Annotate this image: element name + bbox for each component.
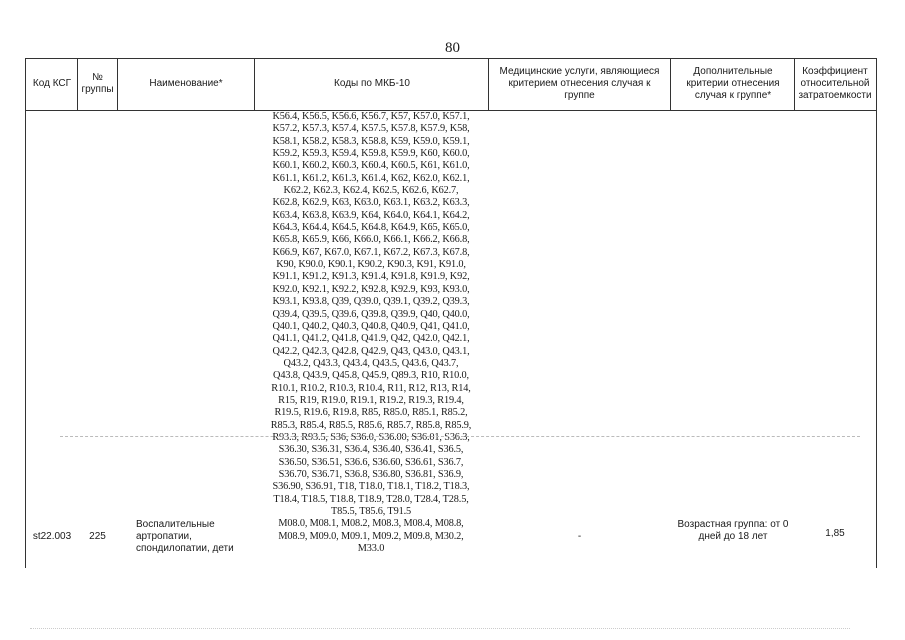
codes-line: T85.5, T85.6, T91.5 xyxy=(330,506,411,517)
codes-line: K59.2, K59.3, K59.4, K59.8, K59.9, K60, K60.0, xyxy=(272,148,470,160)
codes-line: R93.3, R93.5, S36, S36.0, S36.00, S36.01, S36.3, xyxy=(272,431,470,443)
codes-line: M33.0 xyxy=(357,543,385,555)
codes-line: K90, K90.0, K90.1, K90.2, K90.3, K91, K91.0, xyxy=(276,259,466,271)
codes-line: M08.0, M08.1, M08.2, M08.3, M08.4, M08.8, xyxy=(278,518,464,530)
codes-line: Q41.1, Q41.2, Q41.8, Q41.9, Q42, Q42.0, Q42.1, xyxy=(272,333,470,345)
header-ksg-code: Код КСГ xyxy=(32,78,72,89)
row-ksg-code: st22.003 xyxy=(32,531,72,542)
codes-line: K92.0, K92.1, K92.2, K92.8, K92.9, K93, K93.0, xyxy=(272,283,470,295)
page-number: 80 xyxy=(445,40,460,56)
col-divider xyxy=(670,58,671,110)
col-divider xyxy=(488,58,489,110)
col-divider xyxy=(794,58,795,110)
codes-line: S36.30, S36.31, S36.4, S36.40, S36.41, S36.5, xyxy=(278,444,464,456)
col-divider xyxy=(254,58,255,110)
codes-line: K65.8, K65.9, K66, K66.0, K66.1, K66.2, K66.8, xyxy=(272,234,470,246)
row-name: Воспалительные артропатии, спондилопатии, дети xyxy=(136,519,234,554)
scan-artifact-dots xyxy=(30,628,850,629)
codes-line: K56.4, K56.5, K56.6, K56.7, K57, K57.0, K57.1, xyxy=(272,111,470,122)
codes-line: Q43.8, Q43.9, Q45.8, Q45.9, Q89.3, R10, R10.0, xyxy=(273,370,469,382)
codes-line: S36.50, S36.51, S36.6, S36.60, S36.61, S36.7, xyxy=(278,456,464,468)
codes-line: M08.9, M09.0, M09.1, M09.2, M09.8, M30.2, xyxy=(278,530,464,542)
codes-line: K63.4, K63.8, K63.9, K64, K64.0, K64.1, K64.2, xyxy=(272,209,470,221)
row-group-number: 225 xyxy=(89,531,106,542)
codes-line: K93.1, K93.8, Q39, Q39.0, Q39.1, Q39.2, Q39.3, xyxy=(272,296,470,308)
codes-line: Q42.2, Q42.3, Q42.8, Q42.9, Q43, Q43.0, Q43.1, xyxy=(272,345,470,357)
codes-line: R10.1, R10.2, R10.3, R10.4, R11, R12, R13, R14, xyxy=(271,382,471,394)
row-coefficient: 1,85 xyxy=(825,528,845,539)
codes-line: K66.9, K67, K67.0, K67.1, K67.2, K67.3, K67.8, xyxy=(272,246,470,258)
col-divider xyxy=(117,58,118,110)
codes-line: K60.1, K60.2, K60.3, K60.4, K60.5, K61, K61.0, xyxy=(272,160,470,172)
codes-line: R19.5, R19.6, R19.8, R85, R85.0, R85.1, R85.2, xyxy=(274,407,468,419)
col-divider xyxy=(77,58,78,110)
codes-line: K64.3, K64.4, K64.5, K64.8, K64.9, K65, K65.0, xyxy=(272,222,470,234)
row-med-services: - xyxy=(577,531,582,542)
header-coefficient: Коэффициент относительной затратоемкости xyxy=(798,66,872,101)
header-group-number: № группы xyxy=(81,72,114,95)
header-med-services: Медицинские услуги, являющиеся критерием отнесения случая к группе xyxy=(499,66,660,101)
codes-line: Q40.1, Q40.2, Q40.3, Q40.8, Q40.9, Q41, Q41.0, xyxy=(272,320,470,332)
header-mkb-codes: Коды по МКБ-10 xyxy=(334,78,410,89)
codes-line: K91.1, K91.2, K91.3, K91.4, K91.8, K91.9, K92, xyxy=(272,271,470,283)
codes-line: K61.1, K61.2, K61.3, K61.4, K62, K62.0, K62.1, xyxy=(272,172,470,184)
codes-line: K62.8, K62.9, K63, K63.0, K63.1, K63.2, K63.3, xyxy=(272,197,470,209)
header-name: Наименование* xyxy=(149,78,223,89)
codes-line: Q43.2, Q43.3, Q43.4, Q43.5, Q43.6, Q43.7, xyxy=(283,357,459,369)
codes-line: K58.1, K58.2, K58.3, K58.8, K59, K59.0, K59.1, xyxy=(272,135,470,147)
codes-line: S36.70, S36.71, S36.8, S36.80, S36.81, S36.9, xyxy=(278,468,464,480)
codes-line: R85.3, R85.4, R85.5, R85.6, R85.7, R85.8, R85.9, xyxy=(270,419,472,431)
codes-line: S36.90, S36.91, T18, T18.0, T18.1, T18.2, T18.3, xyxy=(272,481,470,493)
codes-line: T18.4, T18.5, T18.8, T18.9, T28.0, T28.4, T28.5, xyxy=(273,493,469,505)
continued-codes-list xyxy=(254,111,488,555)
header-extra-criteria: Дополнительные критерии отнесения случая к группе* xyxy=(686,66,780,101)
codes-line: Q39.4, Q39.5, Q39.6, Q39.8, Q39.9, Q40, Q40.0, xyxy=(272,308,470,320)
codes-line: R15, R19, R19.0, R19.1, R19.2, R19.3, R19.4, xyxy=(278,394,464,406)
codes-line: K57.2, K57.3, K57.4, K57.5, K57.8, K57.9, K58, xyxy=(272,123,470,135)
scan-artifact-dashes xyxy=(60,436,860,437)
codes-line: K62.2, K62.3, K62.4, K62.5, K62.6, K62.7, xyxy=(283,185,459,197)
row-extra-criteria: Возрастная группа: от 0 дней до 18 лет xyxy=(677,519,789,542)
